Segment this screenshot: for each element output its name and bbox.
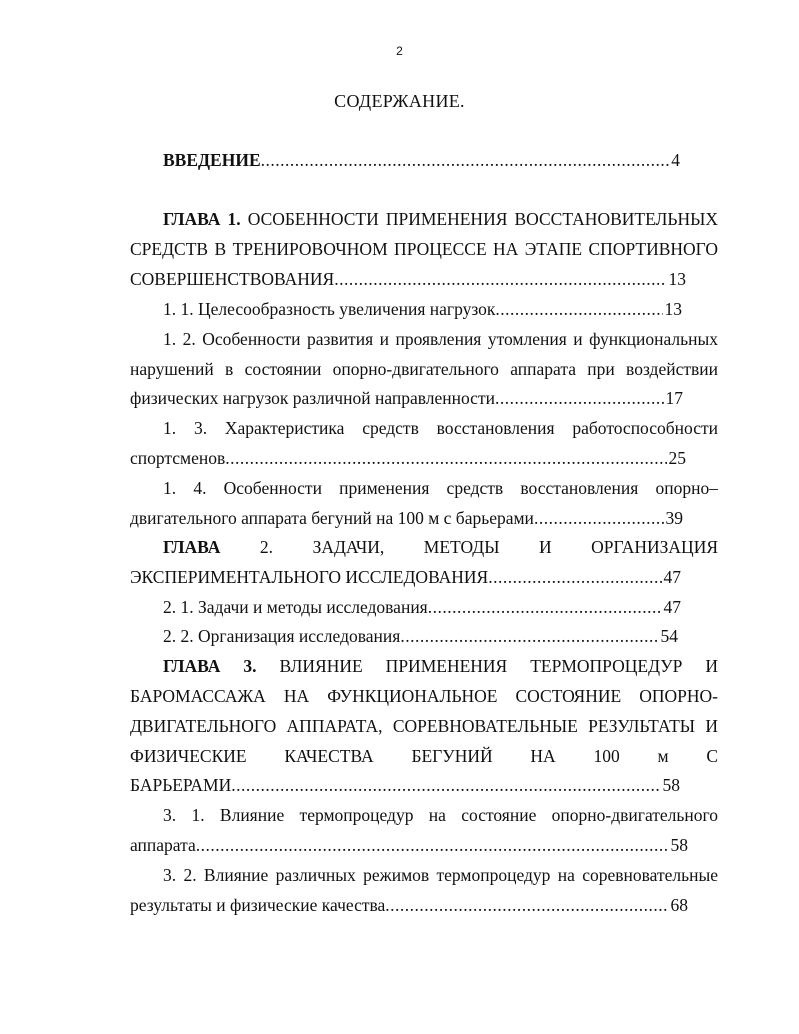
toc-section-1-2-line-2[interactable] — [130, 357, 718, 381]
section-title-text: нарушений в состоянии опорно-двигательного аппарата при воздействии — [130, 359, 718, 379]
section-title-text: аппарата — [130, 835, 196, 855]
toc-page-number: 47 — [663, 567, 681, 587]
page-number: 2 — [396, 44, 403, 58]
leader-dots — [495, 297, 662, 321]
chapter-title-text: БАРЬЕРАМИ — [130, 775, 232, 795]
section-title-text: 1. 2. Особенности развития и проявления утомления и функциональных — [163, 329, 718, 349]
leader-dots — [495, 386, 664, 410]
toc-section-1-2-line-1[interactable] — [163, 327, 718, 351]
toc-chapter-1-line-1[interactable] — [163, 207, 718, 231]
section-title-text: 1. 4. Особенности применения средств восстановления опорно– — [163, 478, 718, 498]
section-title-text: 3. 2. Влияние различных режимов термопроцедур на соревновательные — [163, 865, 718, 885]
leader-dots — [385, 893, 668, 917]
toc-chapter-3-line-2[interactable] — [130, 684, 718, 708]
chapter-label: ГЛАВА — [163, 537, 221, 557]
chapter-label: ГЛАВА 3. — [163, 656, 257, 676]
leader-dots — [488, 565, 661, 589]
toc-page-number: 13 — [664, 299, 682, 319]
toc-section-1-1[interactable] — [163, 297, 682, 321]
toc-chapter-2-line-1[interactable] — [163, 535, 718, 559]
chapter-title-text: БАРОМАССАЖА НА ФУНКЦИОНАЛЬНОЕ СОСТОЯНИЕ ОПОРНО- — [130, 686, 718, 706]
toc-page-number: 4 — [671, 150, 680, 170]
toc-chapter-3-line-4[interactable] — [130, 744, 718, 768]
leader-dots — [196, 833, 669, 857]
toc-chapter-3-line-1[interactable] — [163, 654, 718, 678]
page-title: СОДЕРЖАНИЕ. — [334, 91, 465, 111]
chapter-title-text: ОСОБЕННОСТИ ПРИМЕНЕНИЯ ВОССТАНОВИТЕЛЬНЫХ — [247, 209, 718, 229]
section-title-text: 2. 1. Задачи и методы исследования — [163, 597, 428, 617]
toc-section-3-2-line-1[interactable] — [163, 863, 718, 887]
toc-section-3-2-line-2[interactable] — [130, 893, 688, 917]
chapter-label: ГЛАВА 1. — [163, 209, 241, 229]
toc-section-1-4-line-2[interactable] — [130, 506, 683, 530]
section-title-text: физических нагрузок различной направленности — [130, 388, 495, 408]
chapter-title-text: 2. ЗАДАЧИ, МЕТОДЫ И ОРГАНИЗАЦИЯ — [259, 537, 718, 557]
section-title-text: 3. 1. Влияние термопроцедур на состояние опорно-двигательного — [163, 805, 718, 825]
section-title-text: 1. 3. Характеристика средств восстановления работоспособности — [163, 418, 718, 438]
leader-dots — [428, 595, 662, 619]
chapter-title-text: ФИЗИЧЕСКИЕ КАЧЕСТВА БЕГУНИЙ НА 100 м С — [130, 746, 718, 766]
chapter-title-text: СОВЕРШЕНСТВОВАНИЯ — [130, 269, 335, 289]
toc-page-number: 47 — [663, 597, 681, 617]
toc-section-2-2[interactable] — [163, 624, 678, 648]
section-title-text: результаты и физические качества — [130, 895, 386, 915]
toc-section-1-3-line-2[interactable] — [130, 446, 686, 470]
toc-page-number: 68 — [670, 895, 688, 915]
toc-entry-intro[interactable] — [163, 148, 680, 172]
section-title-text: спортсменов — [130, 448, 226, 468]
leader-dots — [225, 446, 666, 470]
leader-dots — [534, 506, 664, 530]
toc-section-2-1[interactable] — [163, 595, 681, 619]
toc-chapter-3-line-3[interactable] — [130, 714, 718, 738]
toc-page-number: 13 — [668, 269, 686, 289]
toc-chapter-3-line-5[interactable] — [130, 773, 680, 797]
toc-page-number: 54 — [660, 626, 678, 646]
leader-dots — [231, 773, 660, 797]
chapter-title-text: СРЕДСТВ В ТРЕНИРОВОЧНОМ ПРОЦЕССЕ НА ЭТАПЕ СПОРТИВНОГО — [130, 239, 718, 259]
leader-dots — [261, 148, 670, 172]
toc-section-3-1-line-1[interactable] — [163, 803, 718, 827]
section-title-text: двигательного аппарата бегуний на 100 м с барьерами — [130, 508, 534, 528]
toc-page-number: 58 — [670, 835, 688, 855]
toc-chapter-2-line-2[interactable] — [130, 565, 681, 589]
section-title-text: 2. 2. Организация исследования — [163, 626, 401, 646]
toc-page-number: 58 — [662, 775, 680, 795]
chapter-title-text: ЭКСПЕРИМЕНТАЛЬНОГО ИССЛЕДОВАНИЯ — [130, 567, 489, 587]
leader-dots — [334, 267, 666, 291]
chapter-title-text: ВЛИЯНИЕ ПРИМЕНЕНИЯ ТЕРМОПРОЦЕДУР И — [279, 656, 718, 676]
toc-page-number: 25 — [668, 448, 686, 468]
toc-page-number: 17 — [665, 388, 683, 408]
toc-chapter-1-line-3[interactable] — [130, 267, 686, 291]
toc-entry-title: ВВЕДЕНИЕ — [163, 150, 261, 170]
toc-chapter-1-line-2[interactable] — [130, 237, 718, 261]
toc-page-number: 39 — [665, 508, 683, 528]
toc-section-1-4-line-1[interactable] — [163, 476, 718, 500]
chapter-title-text: ДВИГАТЕЛЬНОГО АППАРАТА, СОРЕВНОВАТЕЛЬНЫЕ РЕЗУЛЬТАТЫ И — [130, 716, 718, 736]
toc-section-1-3-line-1[interactable] — [163, 416, 718, 440]
section-title-text: 1. 1. Целесообразность увеличения нагрузок — [163, 299, 496, 319]
leader-dots — [400, 624, 658, 648]
toc-section-1-2-line-3[interactable] — [130, 386, 683, 410]
toc-section-3-1-line-2[interactable] — [130, 833, 688, 857]
